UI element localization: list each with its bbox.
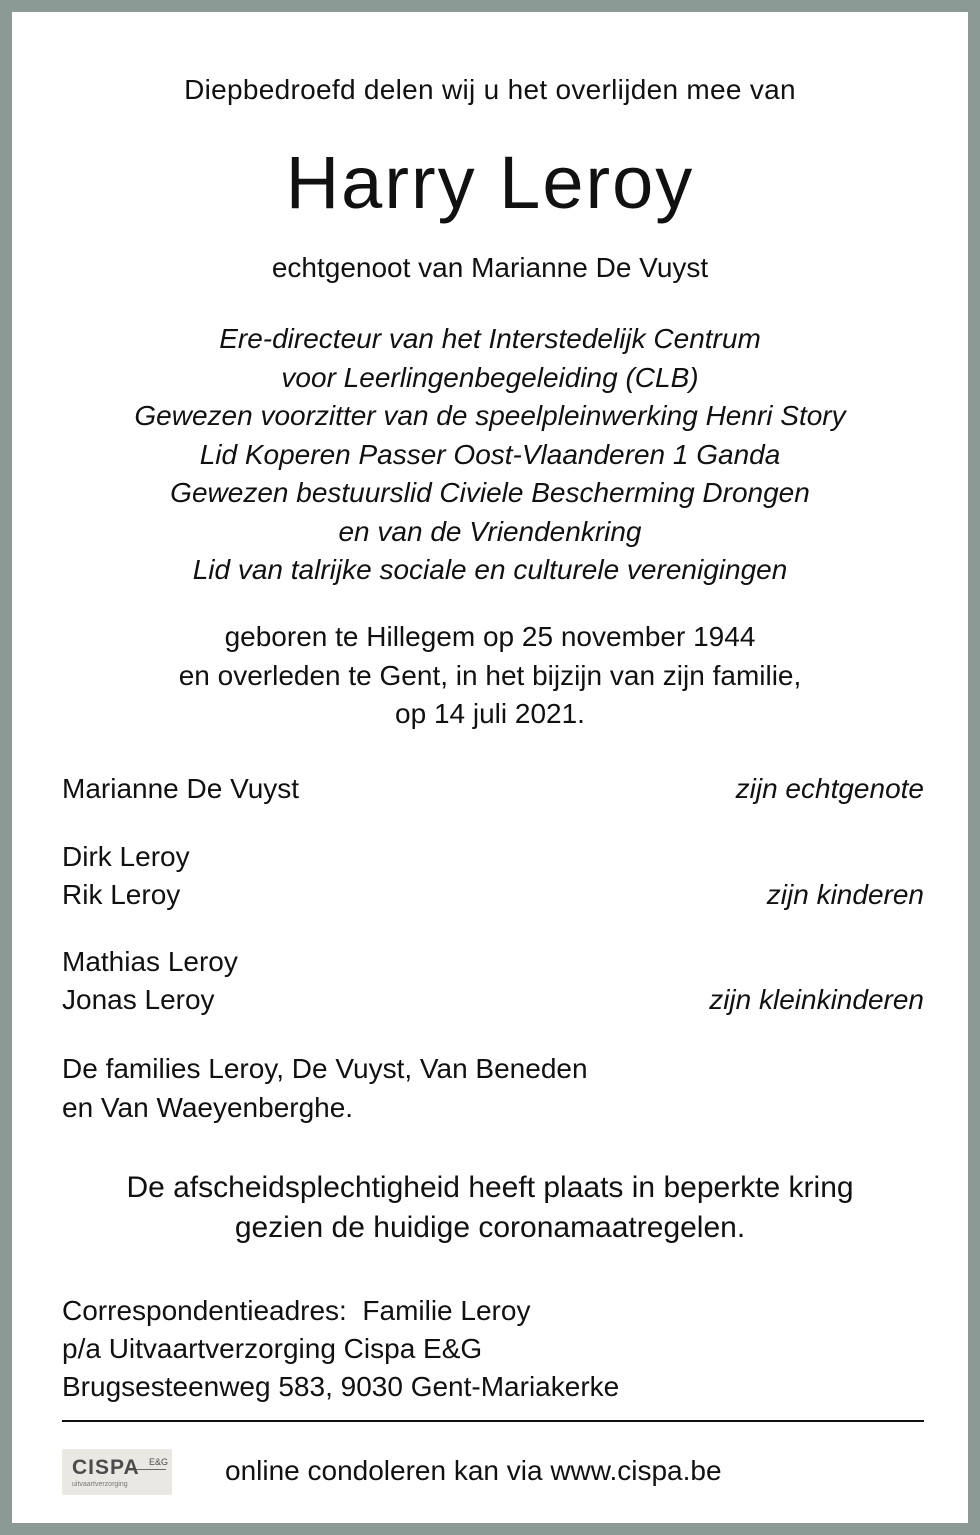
mourner-group-grandchildren [62, 943, 924, 1019]
birth-line: geboren te Hillegem op 25 november 1944 [224, 621, 756, 652]
title-line: Gewezen voorzitter van de speelpleinwerking Henri Story [134, 400, 846, 431]
mourner-name: Rik Leroy [62, 879, 181, 910]
intro-text: Diepbedroefd delen wij u het overlijden mee van [184, 74, 796, 105]
title-line: Gewezen bestuurslid Civiele Bescherming Drongen [170, 477, 810, 508]
title-line: Lid Koperen Passer Oost-Vlaanderen 1 Ganda [199, 438, 781, 470]
title-line: en van de Vriendenkring [338, 515, 642, 547]
mourner-relation: zijn echtgenote [735, 773, 924, 804]
families-block [62, 1050, 588, 1127]
mourner-relation: zijn kinderen [766, 879, 924, 910]
address-line: Brugsesteenweg 583, 9030 Gent-Mariakerke [62, 1371, 620, 1402]
families-line: De families Leroy, De Vuyst, Van Beneden [62, 1053, 588, 1084]
ceremony-line: De afscheidsplechtigheid heeft plaats in beperkte kring [126, 1171, 854, 1204]
deceased-name: Harry Leroy [285, 141, 695, 224]
logo-subtitle: uitvaartverzorging [72, 1481, 128, 1488]
divider [62, 1420, 924, 1422]
title-line: Lid van talrijke sociale en culturele verenigingen [192, 554, 788, 585]
families-line: en Van Waeyenberghe. [62, 1091, 354, 1123]
address-line: Correspondentieadres: Familie Leroy [62, 1295, 531, 1326]
ceremony-block [12, 1168, 968, 1248]
death-line: en overleden te Gent, in het bijzijn van zijn familie, [178, 659, 802, 691]
address-line: p/a Uitvaartverzorging Cispa E&G [62, 1333, 483, 1364]
logo-suffix: E&G [149, 1457, 169, 1467]
logo-rule [136, 1469, 166, 1470]
titles-block [12, 320, 968, 590]
correspondence-address [62, 1292, 619, 1406]
ceremony-line: gezien de huidige coronamaatregelen. [234, 1211, 746, 1244]
dates-block [12, 618, 968, 734]
online-condolence-link[interactable]: online condoleren kan via www.cispa.be [225, 1455, 722, 1486]
mourner-name: Jonas Leroy [62, 984, 215, 1015]
spouse-line: echtgenoot van Marianne De Vuyst [271, 252, 709, 283]
mourner-group-spouse [62, 770, 924, 808]
mourner-name: Marianne De Vuyst [62, 773, 300, 804]
mourner-name: Dirk Leroy [62, 841, 190, 872]
mourner-name: Mathias Leroy [62, 946, 238, 977]
mourner-relation: zijn kleinkinderen [709, 984, 924, 1015]
cispa-logo [62, 1449, 172, 1495]
title-line: voor Leerlingenbegeleiding (CLB) [281, 361, 699, 393]
death-date-line: op 14 juli 2021. [395, 698, 585, 729]
mourner-group-children [62, 838, 924, 914]
logo-wordmark: CISPA [72, 1456, 140, 1479]
title-line: Ere-directeur van het Interstedelijk Centrum [219, 323, 761, 354]
